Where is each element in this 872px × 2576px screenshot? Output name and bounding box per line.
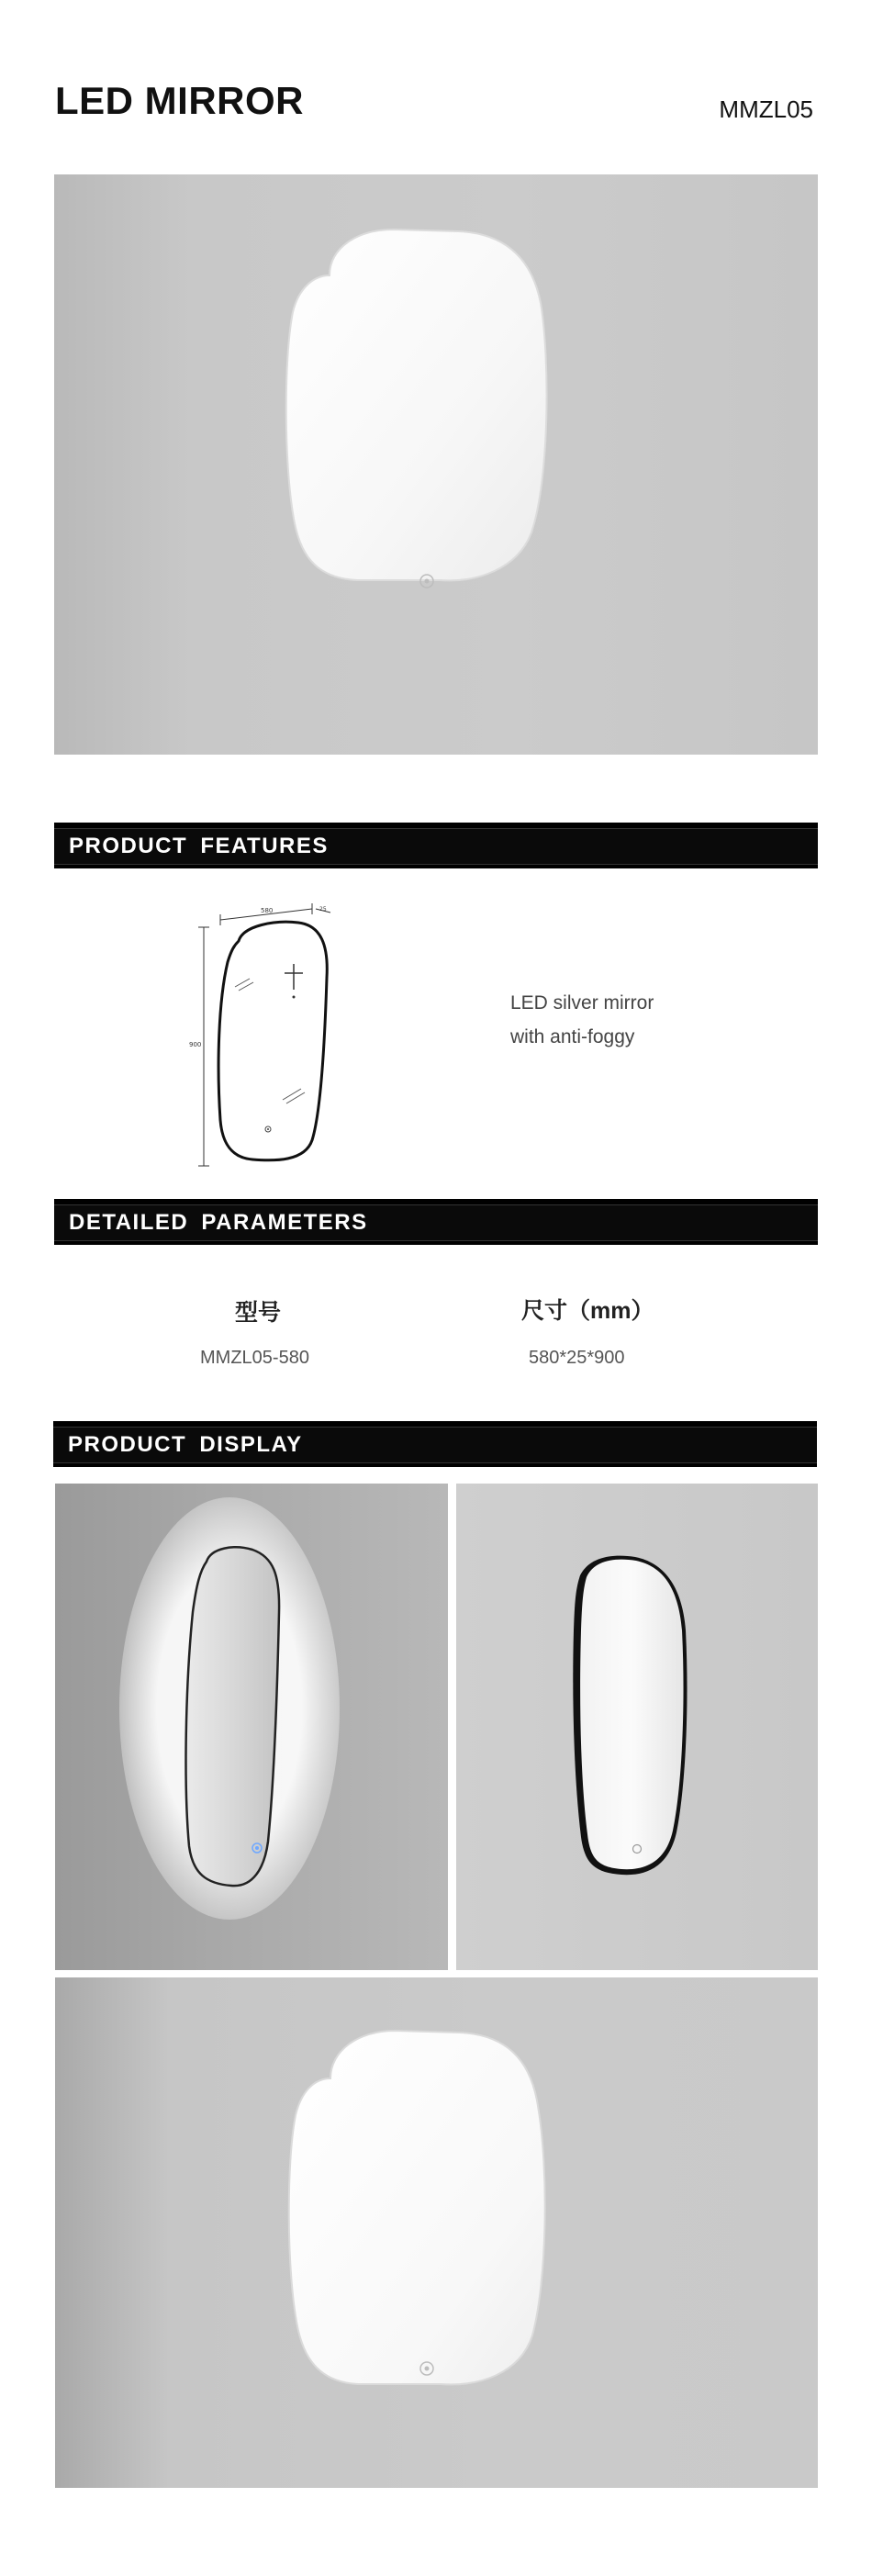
mirror-outline (218, 922, 327, 1160)
param-header-size: 尺寸（mm） (521, 1298, 654, 1324)
drawing-top-dimension: 580 (261, 907, 274, 914)
page-title: LED MIRROR (55, 79, 304, 122)
display-photo-backlit (55, 1484, 448, 1970)
drawing-side-dimension: 900 (189, 1041, 202, 1048)
feature-line-2: with anti-foggy (510, 1026, 635, 1047)
param-value-model: MMZL05-580 (200, 1348, 309, 1368)
mirror-line-drawing (184, 900, 358, 1175)
param-header-model: 型号 (235, 1300, 282, 1326)
front-mirror-glass (289, 2031, 545, 2384)
display-photo-front (55, 1977, 818, 2488)
parameters-section-bar (54, 1199, 818, 1245)
feature-description (510, 986, 654, 1054)
feature-line-1: LED silver mirror (510, 992, 654, 1014)
front-mirror-image (55, 1977, 818, 2488)
mirror-glass (286, 230, 547, 580)
display-photo-angle (456, 1484, 818, 1970)
hero-product-photo (54, 174, 818, 755)
drawing-depth-dimension: 25 (319, 906, 327, 913)
parameters-section-title: DETAILED PARAMETERS (69, 1210, 368, 1235)
features-section-bar (54, 823, 818, 868)
param-value-size: 580*25*900 (529, 1348, 625, 1368)
display-section-bar (53, 1421, 817, 1467)
backlit-mirror-image (55, 1484, 448, 1970)
model-code: MMZL05 (719, 95, 813, 123)
backlit-mirror-glass (186, 1547, 280, 1886)
angled-mirror-image (456, 1484, 818, 1970)
features-section-title: PRODUCT FEATURES (69, 834, 329, 858)
angled-mirror-glass (580, 1560, 683, 1870)
display-section-title: PRODUCT DISPLAY (68, 1432, 303, 1457)
mirror-image (54, 174, 818, 755)
